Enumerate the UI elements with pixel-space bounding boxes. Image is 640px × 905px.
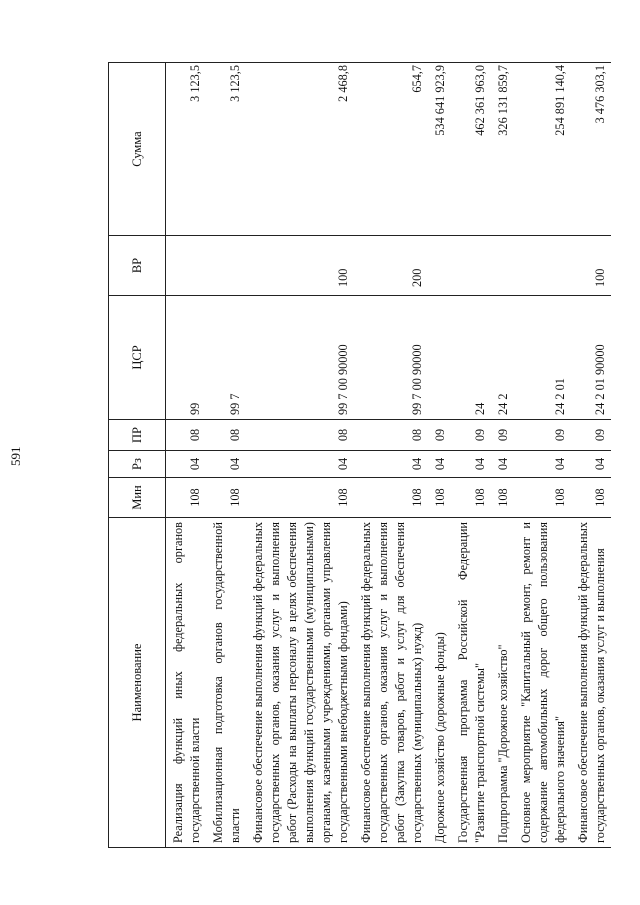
- cell-name: Финансовое обеспечение выполнения функций федеральных государственных органов, оказания услуг и выполнения: [571, 518, 611, 848]
- cell-rz: 04: [246, 451, 354, 478]
- rotated-table-container: [108, 63, 608, 848]
- cell-rz: 04: [354, 451, 428, 478]
- cell-name: Основное мероприятие "Капитальный ремонт, ремонт и содержание автомобильных дорог общего пользования федерального значения": [514, 518, 571, 848]
- table-row: [166, 63, 207, 848]
- cell-csr: 99 7: [206, 296, 246, 420]
- cell-csr: 99 7 00 90000: [246, 296, 354, 420]
- cell-name: Подпрограмма "Дорожное хозяйство": [491, 518, 514, 848]
- cell-min: 108: [206, 478, 246, 518]
- cell-csr: 24 2: [491, 296, 514, 420]
- table-row: [451, 63, 491, 848]
- cell-pr: 09: [491, 420, 514, 451]
- cell-sum: 654,7: [354, 63, 428, 236]
- cell-min: 108: [354, 478, 428, 518]
- cell-min: 108: [451, 478, 491, 518]
- cell-min: 108: [491, 478, 514, 518]
- cell-name: Финансовое обеспечение выполнения функций федеральных государственных органов, оказания услуг и выполнения работ (Закупка товаров, работ и услуг для обеспечения государственных (муниципальных) нужд): [354, 518, 428, 848]
- cell-name: Реализация функций иных федеральных органов государственной власти: [166, 518, 207, 848]
- table-row: [428, 63, 451, 848]
- cell-csr: 24: [451, 296, 491, 420]
- cell-vr: [166, 236, 207, 296]
- header-pr: ПР: [109, 420, 166, 451]
- cell-rz: 04: [451, 451, 491, 478]
- cell-vr: [451, 236, 491, 296]
- cell-name: Дорожное хозяйство (дорожные фонды): [428, 518, 451, 848]
- cell-sum: 326 131 859,7: [491, 63, 514, 236]
- cell-pr: 08: [206, 420, 246, 451]
- cell-sum: 3 476 303,1: [571, 63, 611, 236]
- cell-pr: 09: [451, 420, 491, 451]
- cell-sum: 3 123,5: [166, 63, 207, 236]
- cell-vr: [428, 236, 451, 296]
- table-row: [514, 63, 571, 848]
- cell-csr: 24 2 01 90000: [571, 296, 611, 420]
- cell-vr: 200: [354, 236, 428, 296]
- cell-rz: 04: [491, 451, 514, 478]
- cell-vr: [206, 236, 246, 296]
- cell-name: Мобилизационная подготовка органов государственной власти: [206, 518, 246, 848]
- cell-pr: 08: [166, 420, 207, 451]
- cell-sum: 462 361 963,0: [451, 63, 491, 236]
- cell-vr: [491, 236, 514, 296]
- cell-min: 108: [514, 478, 571, 518]
- table-row: [354, 63, 428, 848]
- cell-min: 108: [246, 478, 354, 518]
- cell-csr: [428, 296, 451, 420]
- table-row: [206, 63, 246, 848]
- header-sum: Сумма: [109, 63, 166, 236]
- header-min: Мин: [109, 478, 166, 518]
- header-csr: ЦСР: [109, 296, 166, 420]
- cell-min: 108: [571, 478, 611, 518]
- table-header-row: [109, 63, 166, 848]
- cell-vr: [514, 236, 571, 296]
- cell-sum: 534 641 923,9: [428, 63, 451, 236]
- table-row: [571, 63, 611, 848]
- cell-min: 108: [166, 478, 207, 518]
- cell-pr: 09: [514, 420, 571, 451]
- page-number: 591: [8, 446, 23, 466]
- cell-min: 108: [428, 478, 451, 518]
- header-rz: Рз: [109, 451, 166, 478]
- cell-sum: 2 468,8: [246, 63, 354, 236]
- header-name: Наименование: [109, 518, 166, 848]
- cell-pr: 09: [428, 420, 451, 451]
- cell-name: Финансовое обеспечение выполнения функций федеральных государственных органов, оказания услуг и выполнения работ (Расходы на выплаты персоналу в целях обеспечения выполнения функций государственными (муниципальными) органами, казенными учреждениями, органами управления государственными внебюджетными фондами): [246, 518, 354, 848]
- cell-csr: 24 2 01: [514, 296, 571, 420]
- header-vr: ВР: [109, 236, 166, 296]
- cell-rz: 04: [166, 451, 207, 478]
- cell-rz: 04: [428, 451, 451, 478]
- cell-csr: 99: [166, 296, 207, 420]
- budget-table: [108, 62, 611, 848]
- cell-csr: 99 7 00 90000: [354, 296, 428, 420]
- table-row: [246, 63, 354, 848]
- cell-name: Государственная программа Российской Федерации "Развитие транспортной системы": [451, 518, 491, 848]
- cell-sum: 254 891 140,4: [514, 63, 571, 236]
- cell-sum: 3 123,5: [206, 63, 246, 236]
- cell-vr: 100: [571, 236, 611, 296]
- cell-vr: 100: [246, 236, 354, 296]
- cell-rz: 04: [206, 451, 246, 478]
- table-row: [491, 63, 514, 848]
- cell-pr: 08: [354, 420, 428, 451]
- cell-pr: 08: [246, 420, 354, 451]
- cell-rz: 04: [571, 451, 611, 478]
- cell-pr: 09: [571, 420, 611, 451]
- cell-rz: 04: [514, 451, 571, 478]
